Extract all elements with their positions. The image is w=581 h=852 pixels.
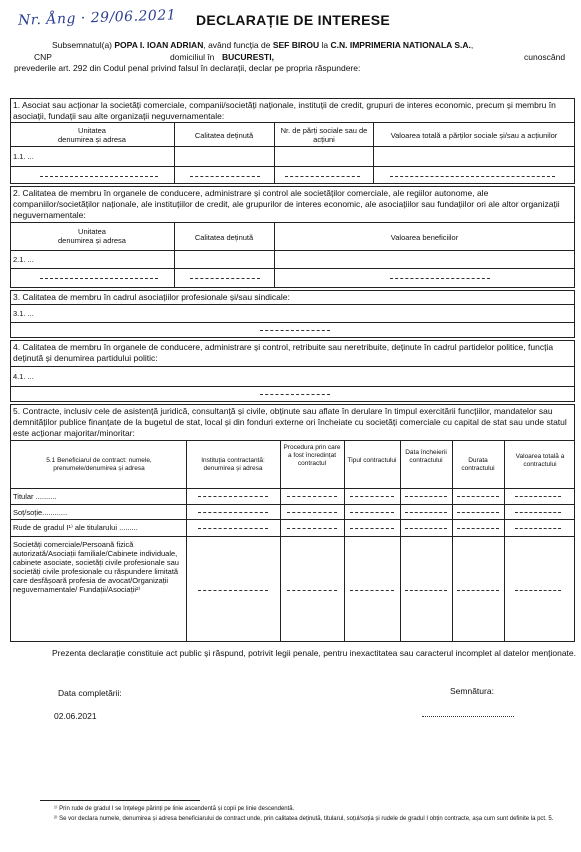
section-5-row-titular: Titular .......... [13, 492, 57, 501]
section-5-col-procedure: Procedura prin care a fost încredințat contractul [283, 444, 341, 467]
intro-function-label: , având funcția de [203, 40, 271, 50]
section-5-col-duration: Durata contractului [461, 457, 495, 472]
intro-at: la [321, 40, 329, 50]
section-1-col-quality: Calitatea deținută [194, 131, 254, 140]
section-4-title: 4. Calitatea de membru în organele de conducere, administrare și control, retribuite sau neretribuite, deținute în cadrul partidelor politice, funcția deținută și denumirea partidului politic: [13, 342, 554, 363]
section-5-title: 5. Contracte, inclusiv cele de asistență juridică, consultanță și civile, obținute sau aflate în derulare în timpul exercitării funcțiilor, mandatelor sau demnităților publice finanțate de la bugetul de stat, local și din fonduri externe ori încheiate cu societăți comerciale cu capital de stat sau unde statul este acționar majoritar/minoritar: [13, 406, 567, 438]
section-1-col-unit: Unitatea denumirea și adresa [58, 126, 126, 144]
section-5-col-value: Valoarea totală a contractului [515, 453, 565, 468]
section-5-row-companies: Societăți comerciale/Persoană fizică autorizată/Asociații familiale/Cabinete individuale, cabinete asociate, societăți civile profesionale sau societăți civile profesionale cu răspundere limitată care desfășoară profesia de avocat/Organizații neguvernamentale/ Fundații/Asociații²⁾ [13, 540, 179, 594]
date-value: 02.06.2021 [54, 711, 97, 721]
section-5-col-type: Tipul contractului [347, 457, 397, 464]
intro-line-1 [52, 40, 577, 51]
cnp-label: CNP [34, 52, 52, 62]
footnote-2: ²⁾ Se vor declara numele, denumirea și adresa beneficiarului de contract unde, prin calitatea deținută, titularul, soțul/soția și rudele de gradul I obțin contracte, așa cum sunt definite la pct. 5. [54, 816, 554, 822]
signature-label: Semnătura: [450, 686, 494, 696]
section-2-row-1: 2.1. ... [13, 255, 34, 264]
section-5-row-relatives: Rude de gradul I¹⁾ ale titularului ......... [13, 523, 138, 532]
section-4-row-1: 4.1. ... [13, 372, 34, 381]
intro-knowing: cunoscând [524, 52, 566, 62]
intro-prefix: Subsemnatul(a) [52, 40, 113, 50]
section-5-col-beneficiary: 5.1 Beneficiarul de contract: numele, prenumele/denumirea și adresa [46, 457, 152, 472]
declarant-function: SEF BIROU [272, 40, 320, 50]
section-1-title: 1. Asociat sau acționar la societăți comerciale, companii/societăți naționale, instituții de credit, grupuri de interes economic, precum și membru în asociații, fundații sau alte organizații neguvernamentale: [13, 100, 556, 121]
domicile-label: domiciliul în [170, 52, 215, 62]
intro-line-3: prevederile art. 292 din Codul penal privind falsul în declarații, declar pe propria răspundere: [14, 63, 361, 73]
section-3-row-1: 3.1. ... [13, 309, 34, 318]
page-title: DECLARAȚIE DE INTERESE [196, 12, 391, 28]
section-1-col-value: Valoarea totală a părților sociale și/sau a acțiunilor [390, 131, 558, 140]
footnote-1: ¹⁾ Prin rude de gradul I se înțelege părinți pe linie ascendentă și copii pe linie descendentă. [54, 806, 295, 812]
signature-line [422, 716, 514, 717]
declarant-name: POPA I. IOAN ADRIAN [114, 40, 204, 50]
closing-statement: Prezenta declarație constituie act public și răspund, potrivit legii penale, pentru inexactitatea sau caracterul incomplet al datelor menționate. [52, 648, 576, 658]
intro-comma: , [470, 40, 474, 50]
section-5-col-institution: Instituția contractantă: denumirea și adresa [201, 457, 265, 472]
section-2-col-unit: Unitatea denumirea și adresa [58, 227, 126, 245]
declarant-domicile: BUCURESTI, [222, 52, 274, 62]
section-2-title: 2. Calitatea de membru în organele de conducere, administrare și control ale societăților comerciale, ale regiilor autonome, ale companiilor/societăților naționale, ale instituțiilor de credit, ale grupurilor de interes economic, ale asociațiilor sau fundațiilor ori ale altor organizații neguvernamentale: [13, 188, 560, 220]
section-1-col-shares: Nr. de părți sociale sau de acțiuni [280, 126, 368, 144]
section-3-title: 3. Calitatea de membru în cadrul asociațiilor profesionale și/sau sindicale: [13, 292, 290, 302]
date-label: Data completării: [58, 688, 122, 698]
section-2-col-benefits: Valoarea beneficiilor [390, 233, 459, 242]
section-5-row-spouse: Soț/soție............ [13, 508, 68, 517]
section-1-row-1: 1.1. ... [13, 152, 34, 161]
footnote-separator [40, 800, 200, 801]
section-5-col-date: Data încheierii contractului [405, 449, 447, 464]
handwritten-registration-number: Nr. Ång · 29/06.2021 [17, 7, 177, 29]
intro-line-2 [14, 52, 574, 63]
section-2-col-quality: Calitatea deținută [194, 233, 254, 242]
declarant-institution: C.N. IMPRIMERIA NATIONALA S.A. [330, 40, 471, 50]
